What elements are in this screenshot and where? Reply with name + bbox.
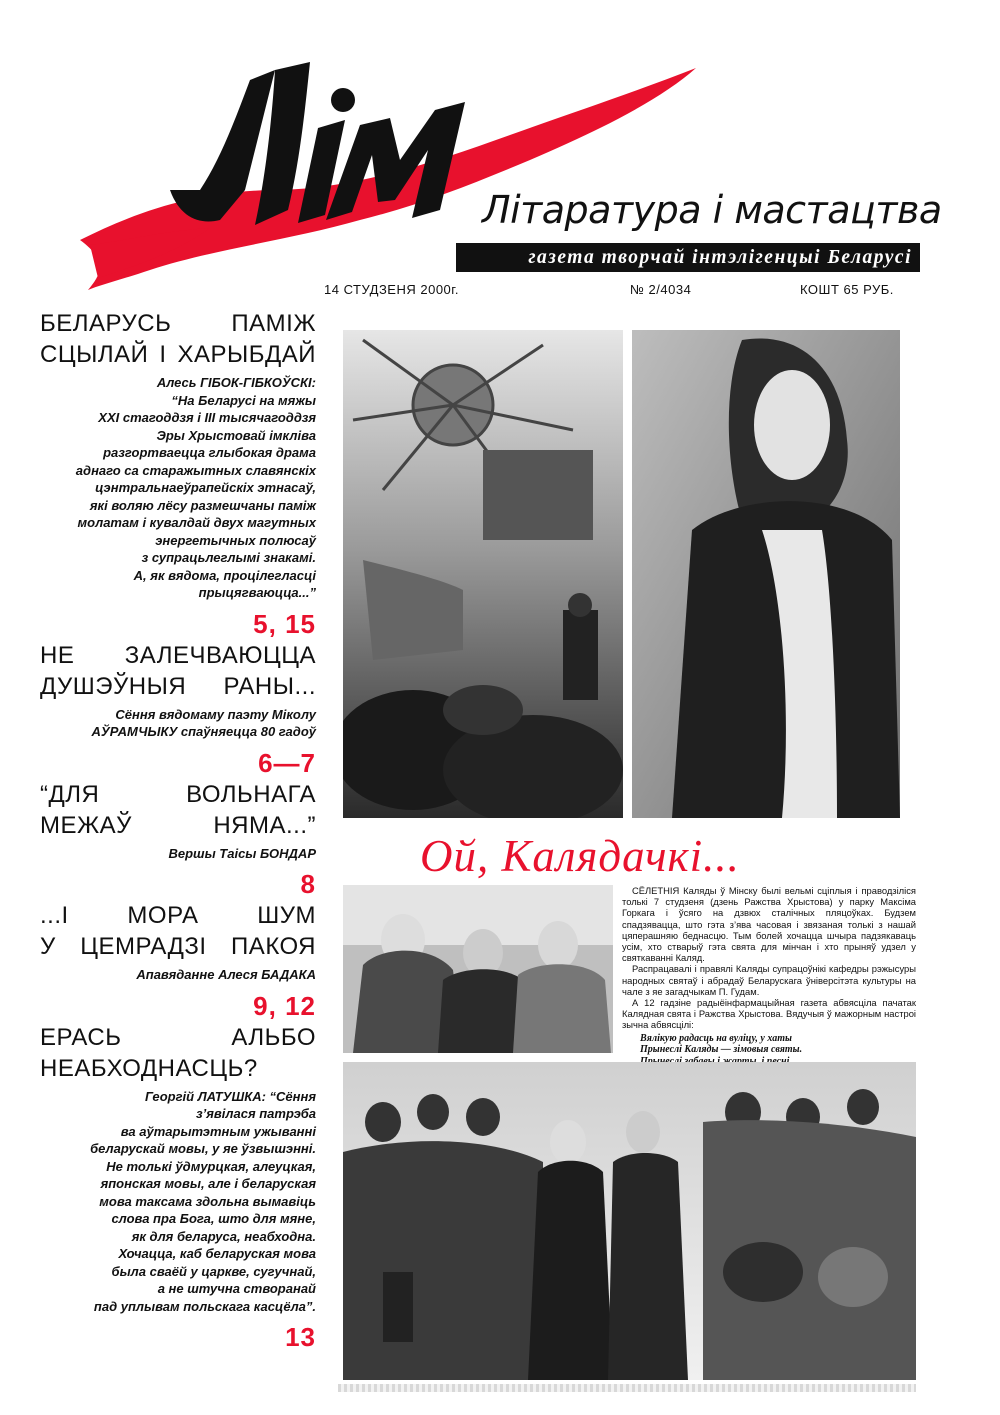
story-headline: ...І МОРА ШУМ У ЦЕМРАДЗІ ПАКОЯ — [40, 902, 316, 960]
story-headline: “ДЛЯ ВОЛЬНАГА МЕЖАЎ НЯМА...” — [40, 780, 316, 839]
sidebar-contents — [40, 308, 316, 1353]
sidebar-story-3 — [40, 779, 316, 901]
article-paragraph: СЁЛЕТНІЯ Каляды ў Мінску былі вельмі сціплыя і праводзіліся толькі 7 студзеня (дзень Ражства Хрыстова) у парку Максіма Горкага і ўсяго на дзвюх сталічных пляцоўках. Будзем спадзявацца, што гэта з’ява часовая і звязаная толькі з нашай цяперашняю беднасцю. Тым болей хочацца шчыра падзякаваць усім, хто стварыў гэта свята для мінчан і хто прыняў удзел у святкаванні Каляд. — [622, 885, 916, 964]
sidebar-story-4 — [40, 900, 316, 1022]
page-bottom-strip — [338, 1384, 916, 1392]
story-page-numbers: 13 — [285, 1322, 316, 1352]
article-paragraph: Распрацавалі і правялі Каляды супрацоўнікі кафедры рэжысуры народных святаў і абрадаў Беларускага ўніверсітэта культуры на чале з яе загадчыкам П. Гудам. — [622, 963, 916, 997]
article-paragraph: А 12 гадзіне радыёінфармацыйная газета абвясціла пачатак Калядная свята і Ражства Хрыстова. Вядучыя ў мажорным настроі зычна абвясцілі: — [622, 997, 916, 1031]
newspaper-title: Літаратура і мастацтва — [482, 188, 942, 232]
story-headline: ЕРАСЬ АЛЬБО НЕАБХОДНАСЦЬ? — [40, 1023, 316, 1082]
issue-date: 14 СТУДЗЕНЯ 2000г. — [324, 282, 460, 297]
sidebar-story-1 — [40, 308, 316, 640]
issue-price: КОШТ 65 РУБ. — [800, 282, 894, 297]
newspaper-subtitle: газета творчай інтэлігенцыі Беларусі — [456, 243, 920, 272]
photo-women-singing — [343, 885, 613, 1053]
story-page-numbers: 5, 15 — [253, 608, 316, 639]
story-headline: НЕ ЗАЛЕЧВАЮЦЦА ДУШЭЎНЫЯ РАНЫ... — [40, 641, 316, 700]
logo-letters — [170, 62, 465, 225]
feature-article — [622, 885, 916, 1090]
newspaper-logo — [60, 40, 700, 320]
story-headline: БЕЛАРУСЬ ПАМІЖ СЦЫЛАЙ І ХАРЫБДАЙ — [40, 310, 316, 368]
story-page-numbers: 6—7 — [258, 747, 316, 778]
sidebar-story-2 — [40, 640, 316, 779]
story-summary: Георгій ЛАТУШКА: “Сёння з’явілася патрэба ва аўтарытэтным ужыванні беларускай мовы, у яе ўзвышэнні. Не толькі ўдмурцкая, алеуцкая, японская мовы, але і беларуская мова таксама здольна вымавіць слова пра Бога, што для мяне, як для беларуса, неабходна. Хочацца, каб беларуская мова была сваёй у царкве, сугучнай, а не штучна створанай пад уплывам польскага касцёла”. — [90, 1088, 316, 1314]
story-page-numbers: 8 — [300, 869, 316, 899]
article-poem: Вялікую радасць на вуліцу, у хаты Прынеслі Каляды — зімовыя святы. — [640, 1033, 916, 1091]
story-page-numbers: 9, 12 — [253, 990, 316, 1021]
issue-number: № 2/4034 — [630, 282, 692, 297]
photo-singing-woman — [632, 330, 900, 818]
feature-headline: Ой, Калядачкі... — [420, 831, 740, 881]
story-summary: Апавяданне Алеся БАДАКА — [136, 967, 316, 982]
sidebar-story-5 — [40, 1022, 316, 1354]
story-summary: Сёння вядомаму паэту Міколу АЎРАМЧЫКУ спаўняецца 80 гадоў — [91, 706, 316, 739]
photo-festival-sun — [343, 330, 623, 818]
story-summary: Вершы Таісы БОНДАР — [168, 845, 316, 861]
photo-crowd-celebration — [343, 1062, 916, 1380]
story-summary: Алесь ГІБОК-ГІБКОЎСКІ: “На Беларусі на мяжы XXI стагоддзя і III тысячагоддзя Эры Хрыстовай імкліва разгортваецца глыбокая драма аднаго са старажытных славянскіх цэнтральнаеўрапейскіх этнасаў, які воляю лёсу размешчаны паміж молатам і кувалдай двух магутных энергетычных полюсаў з супрацьлеглымі знакамі. А, як вядома, процілегласці прыцягваюцца...” — [75, 375, 316, 600]
